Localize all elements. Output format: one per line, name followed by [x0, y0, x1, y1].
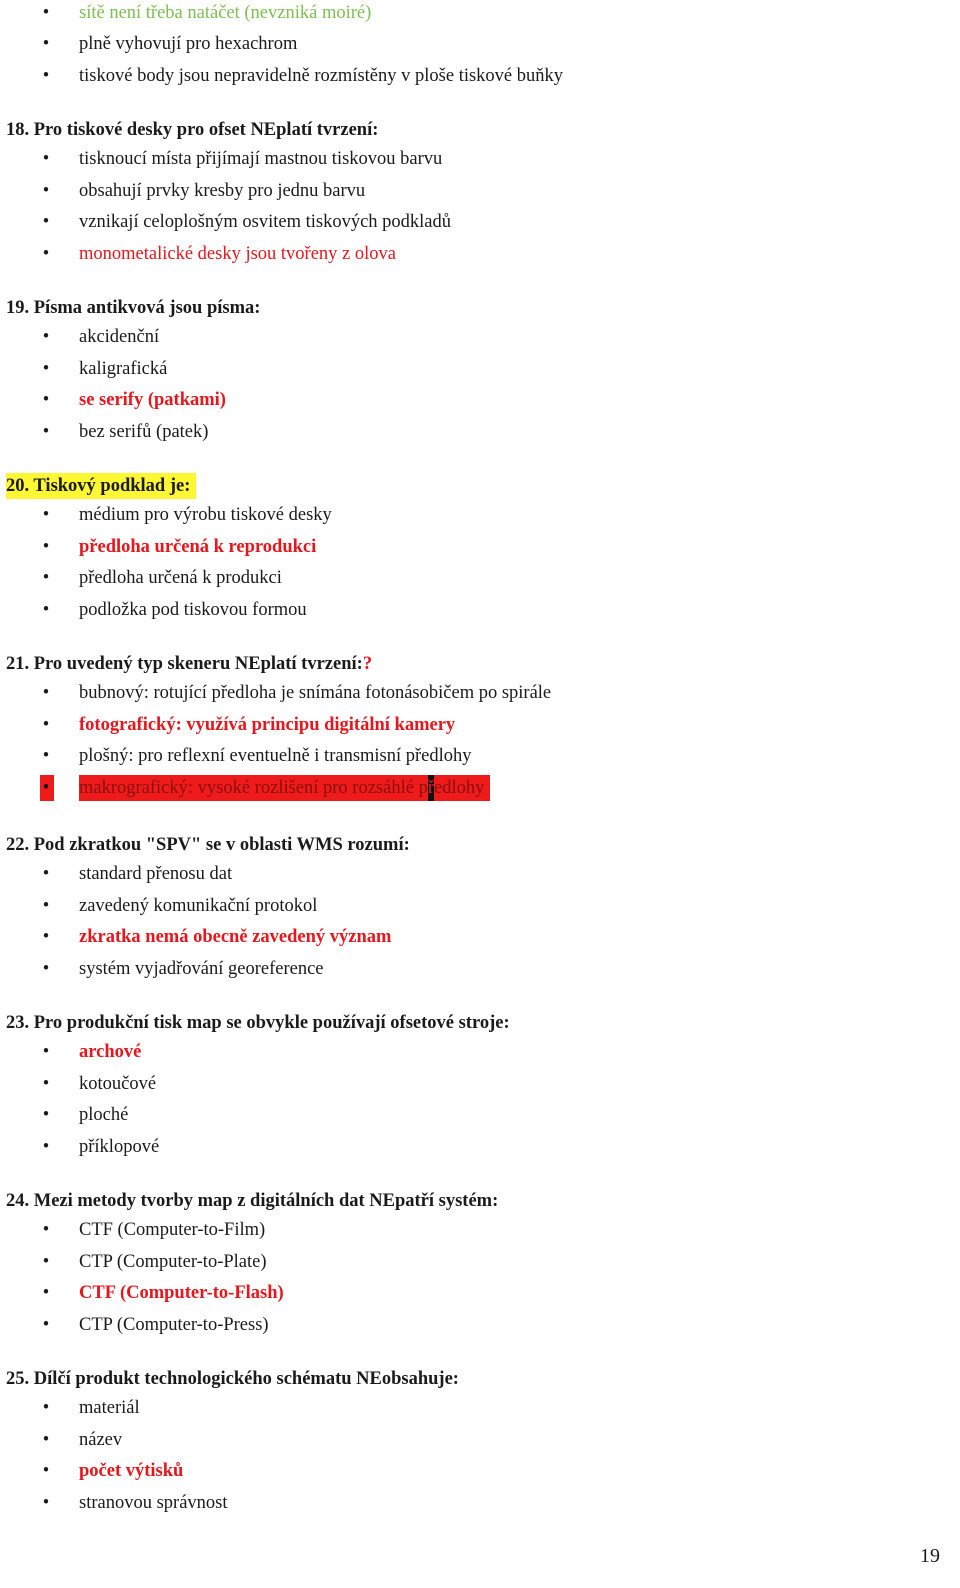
bullet-icon: • [42, 1137, 50, 1158]
question-number: 24. [6, 1191, 30, 1211]
bullet-icon: • [42, 778, 50, 799]
option-text-part: edlohy [434, 778, 485, 799]
option-text: se serify (patkami) [79, 390, 226, 411]
bullet-icon: • [42, 1283, 50, 1304]
question-heading [6, 1188, 498, 1214]
text-cursor-mark: ř [428, 775, 434, 801]
option-text: podložka pod tiskovou formou [79, 600, 307, 621]
option-text: vznikají celoplošným osvitem tiskových podkladů [79, 212, 452, 233]
question-heading [6, 473, 196, 499]
option-text: CTF (Computer-to-Flash) [79, 1283, 284, 1304]
option-text: tiskové body jsou nepravidelně rozmístěny v ploše tiskové buňky [79, 66, 564, 86]
question-text: Pod zkratkou "SPV" se v oblasti WMS rozumí: [33, 835, 410, 855]
bullet-icon: • [42, 600, 50, 621]
bullet-icon: • [42, 927, 50, 948]
bullet-icon: • [42, 34, 50, 54]
question-heading [6, 1010, 510, 1036]
question-number: 25. [6, 1369, 30, 1389]
question-heading [6, 295, 260, 321]
option-text: plošný: pro reflexní eventuelně i transmisní předlohy [79, 746, 472, 767]
bullet-icon: • [42, 505, 50, 525]
option-text: předloha určená k produkci [79, 568, 282, 589]
bullet-icon: • [42, 1220, 50, 1240]
option-text: monometalické desky jsou tvořeny z olova [79, 244, 396, 265]
bullet-icon: • [42, 358, 50, 379]
bullet-icon: • [42, 1429, 50, 1450]
option-text: archové [79, 1042, 142, 1062]
question-suffix: ? [362, 654, 373, 674]
option-text: materiál [79, 1398, 140, 1418]
option-text: tisknoucí místa přijímají mastnou tiskovou barvu [79, 149, 443, 169]
bullet-icon: • [42, 422, 50, 443]
option-text: plně vyhovují pro hexachrom [79, 34, 298, 54]
option-text [79, 775, 490, 801]
option-text: kotoučové [79, 1073, 157, 1094]
bullet-icon: • [42, 149, 50, 169]
question-heading [6, 651, 372, 677]
bullet-icon: • [42, 1398, 50, 1418]
question-number: 19. [6, 298, 30, 318]
option-text: akcidenční [79, 327, 160, 347]
bullet-icon: • [42, 180, 50, 201]
option-text: fotografický: využívá principu digitální kamery [79, 714, 456, 735]
bullet-icon: • [42, 1493, 50, 1514]
bullet-icon: • [42, 1105, 50, 1126]
option-text: bez serifů (patek) [79, 422, 209, 443]
question-number: 20. [6, 476, 30, 496]
option-text-part: makrografický: vysoké rozlišení pro rozsáhlé p [79, 778, 428, 799]
bullet-icon: • [42, 244, 50, 265]
question-number: 23. [6, 1013, 30, 1033]
bullet-icon: • [42, 327, 50, 347]
bullet-icon: • [42, 864, 50, 884]
option-text: zavedený komunikační protokol [79, 895, 318, 916]
question-number: 21. [6, 654, 30, 674]
option-text: počet výtisků [79, 1461, 184, 1482]
bullet-icon: • [42, 1042, 50, 1062]
bullet-icon: • [42, 1073, 50, 1094]
bullet-icon: • [42, 1251, 50, 1272]
option-text: CTP (Computer-to-Plate) [79, 1251, 267, 1272]
option-text: předloha určená k reprodukci [79, 536, 317, 557]
option-text: název [79, 1429, 123, 1450]
bullet-icon: • [42, 568, 50, 589]
question-number: 22. [6, 835, 30, 855]
bullet-icon: • [42, 390, 50, 411]
question-text: Pro uvedený typ skeneru NEplatí tvrzení: [33, 654, 363, 674]
option-text: CTF (Computer-to-Film) [79, 1220, 266, 1240]
question-text: Dílčí produkt technologického schématu NEobsahuje: [33, 1369, 459, 1389]
page-number: 19 [920, 1545, 940, 1567]
option-text: kaligrafická [79, 358, 168, 379]
question-number: 18. [6, 120, 30, 140]
bullet-icon: • [42, 959, 50, 980]
bullet-icon: • [42, 536, 50, 557]
bullet-icon: • [42, 66, 50, 86]
bullet-icon: • [42, 3, 50, 23]
option-text: médium pro výrobu tiskové desky [79, 505, 332, 525]
option-text: sítě není třeba natáčet (nevzniká moiré) [79, 3, 372, 23]
question-text: Mezi metody tvorby map z digitálních dat NEpatří systém: [33, 1191, 499, 1211]
bullet-icon: • [42, 714, 50, 735]
question-heading [6, 832, 410, 858]
option-text: stranovou správnost [79, 1493, 228, 1514]
bullet-icon: • [42, 212, 50, 233]
option-text: bubnový: rotující předloha je snímána fotonásobičem po spirále [79, 683, 552, 703]
bullet-icon: • [42, 746, 50, 767]
option-text: zkratka nemá obecně zavedený význam [79, 927, 392, 948]
bullet-icon: • [42, 895, 50, 916]
question-text: Pro tiskové desky pro ofset NEplatí tvrzení: [33, 120, 379, 140]
bullet-icon: • [42, 1461, 50, 1482]
option-text: obsahují prvky kresby pro jednu barvu [79, 180, 366, 201]
option-text: ploché [79, 1105, 129, 1126]
option-text: standard přenosu dat [79, 864, 233, 884]
bullet-icon: • [42, 683, 50, 703]
option-text: příklopové [79, 1137, 160, 1158]
question-heading [6, 1366, 459, 1392]
question-text: Pro produkční tisk map se obvykle používají ofsetové stroje: [33, 1013, 510, 1033]
option-text: systém vyjadřování georeference [79, 959, 324, 980]
bullet-icon: • [42, 1315, 50, 1336]
question-text: Písma antikvová jsou písma: [33, 298, 261, 318]
question-heading [6, 117, 378, 143]
question-text: Tiskový podklad je: [33, 476, 191, 496]
option-text: CTP (Computer-to-Press) [79, 1315, 269, 1336]
